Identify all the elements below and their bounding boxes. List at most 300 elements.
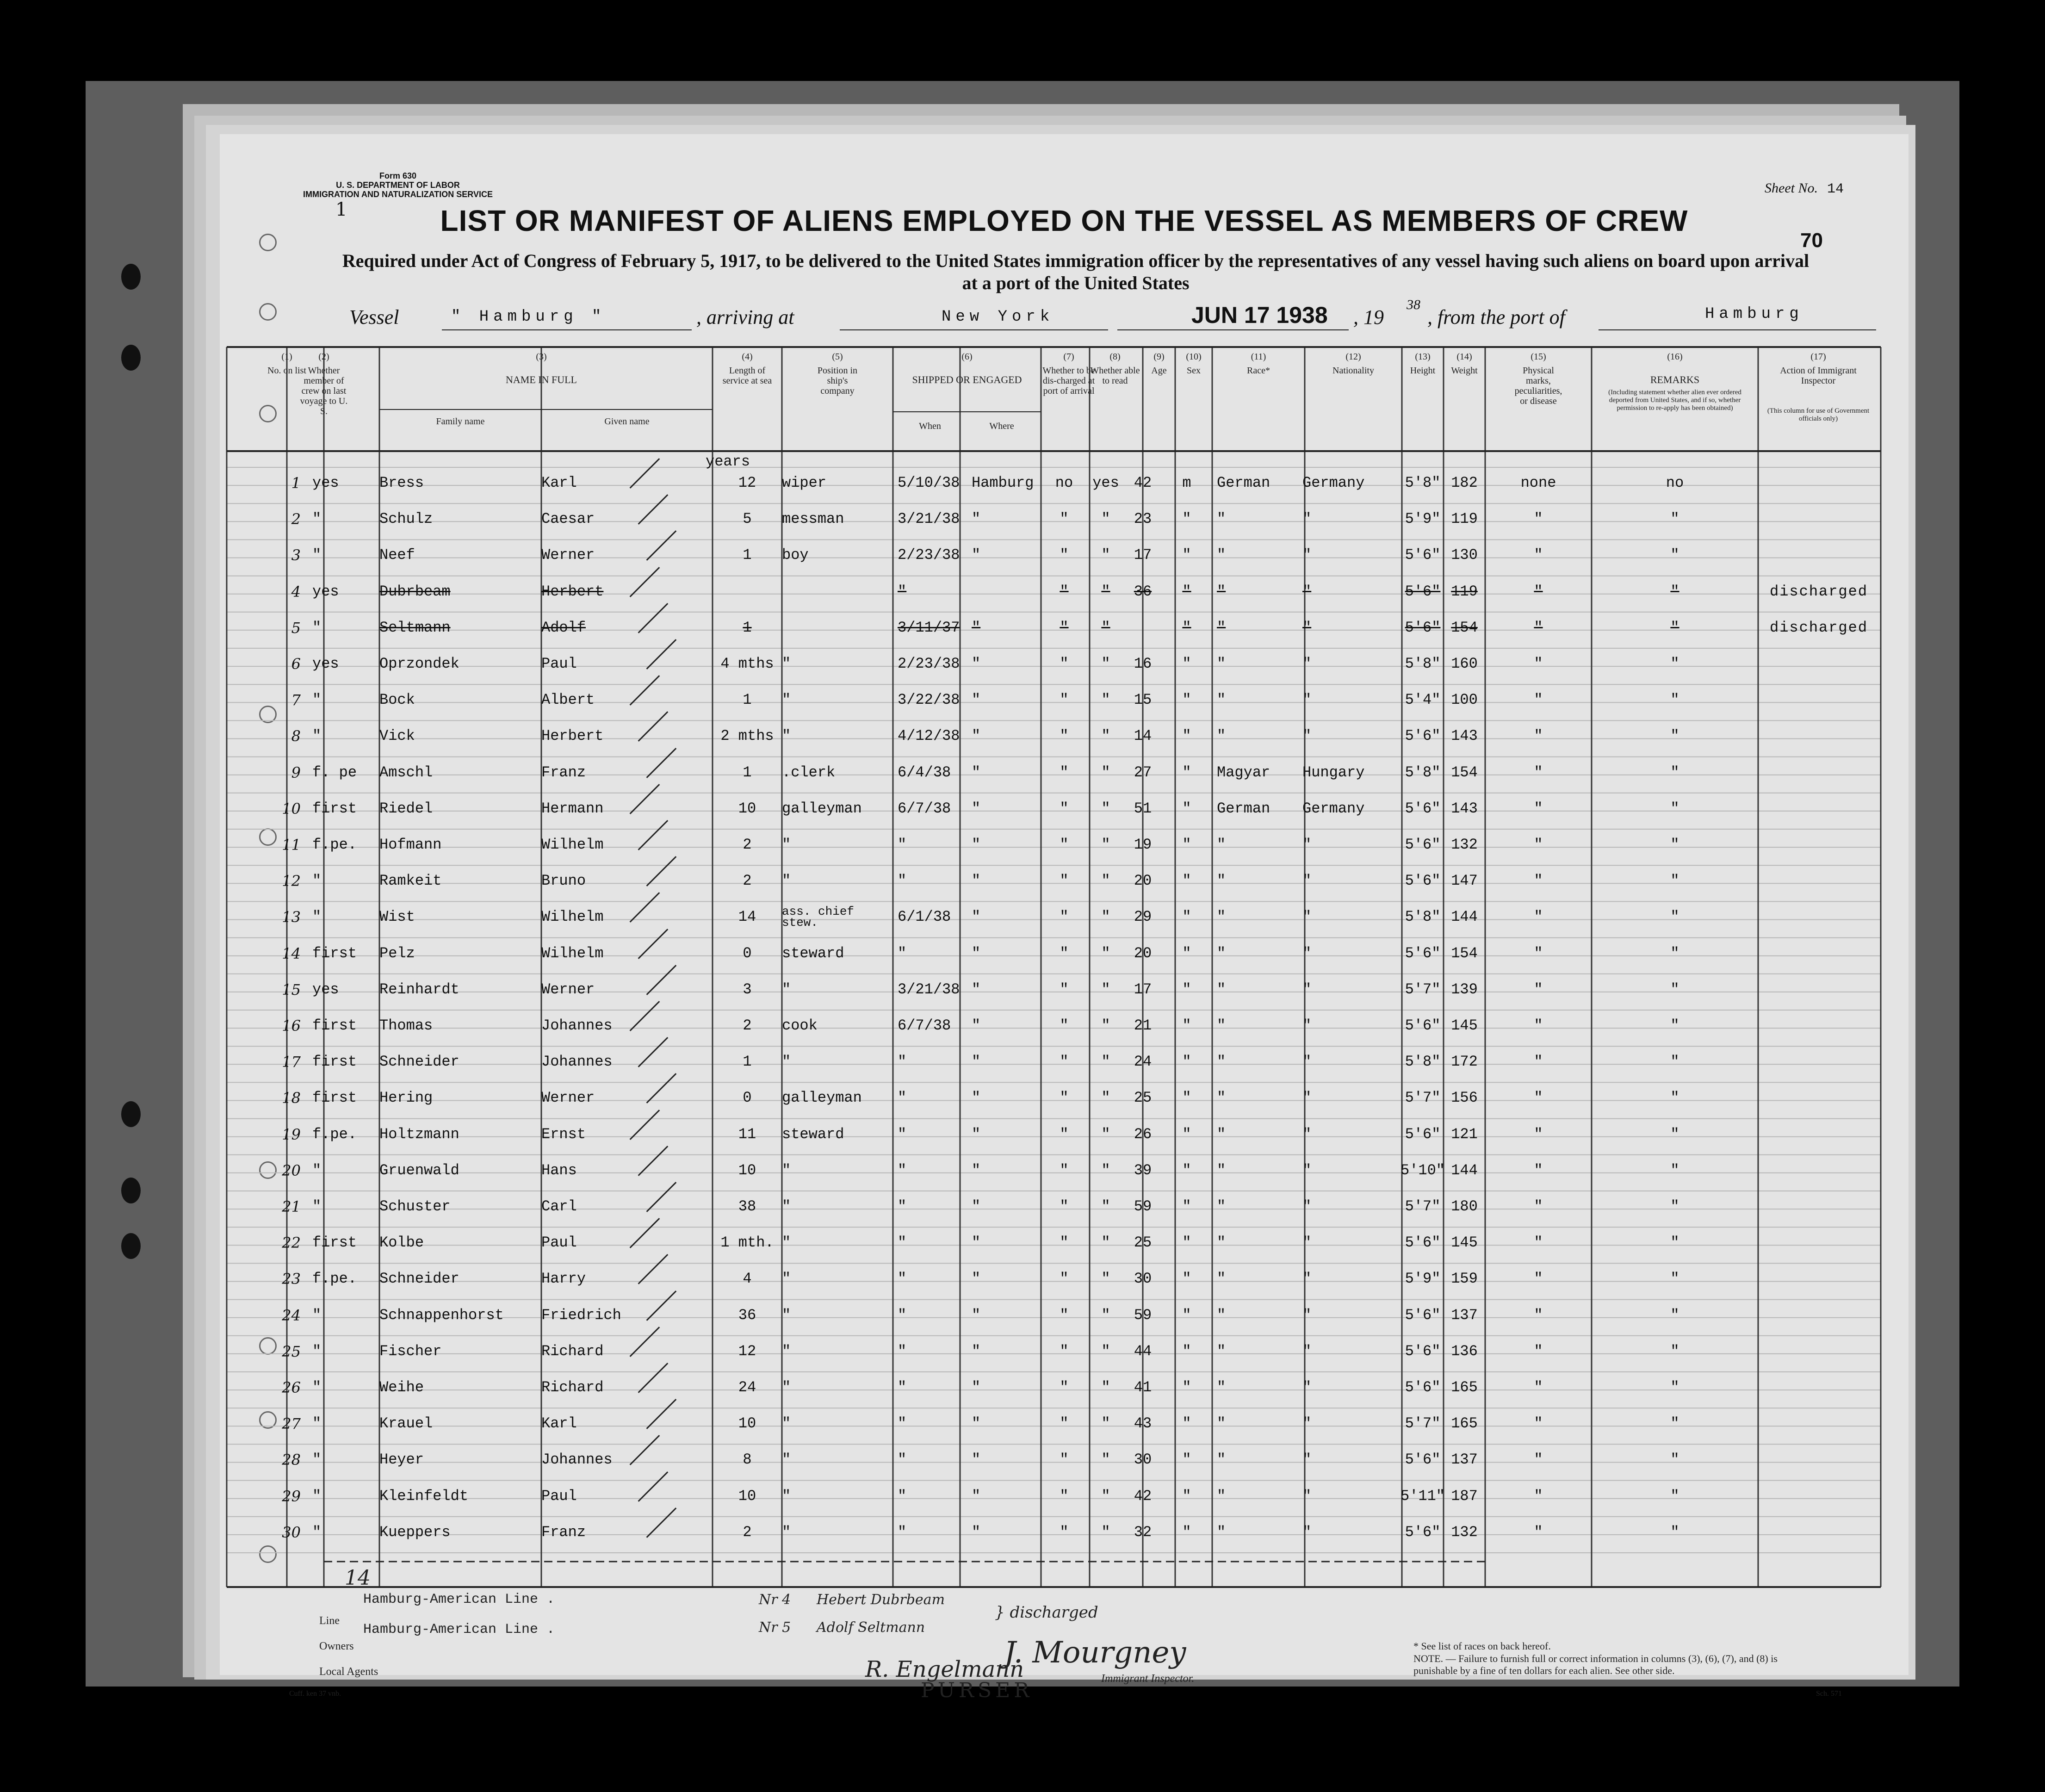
cell-when: 3/22/38 [898, 691, 960, 709]
cell-action: discharged [1770, 619, 1868, 636]
cell-where: " [972, 727, 981, 745]
cell-weight: 154 [1451, 944, 1478, 962]
cell-no: 21 [282, 1198, 301, 1215]
cell-prev: first [312, 1089, 357, 1107]
cell-remarks: " [1670, 1451, 1679, 1469]
cell-weight: 160 [1451, 655, 1478, 672]
cell-where: " [972, 836, 981, 853]
cell-race: " [1217, 1451, 1226, 1469]
cell-remarks: " [1670, 691, 1679, 709]
cell-discharged: " [1060, 546, 1069, 564]
cell-given: Werner [541, 1089, 595, 1107]
cell-prev: " [312, 872, 322, 890]
cell-sex: " [1182, 1089, 1191, 1107]
cell-when: " [898, 1306, 907, 1324]
year-prefix: , 19 [1353, 306, 1384, 329]
cell-read: " [1101, 1379, 1110, 1396]
cell-marks: " [1534, 1017, 1543, 1034]
cell-read: " [1101, 1161, 1110, 1179]
cell-marks: " [1534, 800, 1543, 817]
cell-family: Schneider [379, 1053, 459, 1071]
cell-position: " [782, 1415, 791, 1432]
cell-no: 29 [282, 1487, 301, 1505]
cell-when: " [898, 1234, 907, 1252]
cell-nationality: " [1302, 691, 1312, 709]
cell-remarks: " [1670, 1053, 1679, 1071]
cell-age: 44 [1134, 1342, 1152, 1360]
cell-when: 2/23/38 [898, 546, 960, 564]
purser-signature: R. Engelmann [865, 1656, 1024, 1682]
cell-prev: " [312, 1487, 322, 1505]
cell-weight: 119 [1451, 583, 1478, 600]
cell-position: " [782, 836, 791, 853]
cell-position: galleyman [782, 1089, 862, 1107]
cell-nationality: " [1302, 1306, 1312, 1324]
service-name: IMMIGRATION AND NATURALIZATION SERVICE [303, 190, 493, 199]
cell-where: " [972, 800, 981, 817]
cell-family: Bock [379, 691, 415, 709]
cell-position: " [782, 1523, 791, 1541]
cell-no: 16 [282, 1017, 301, 1035]
cell-family: Reinhardt [379, 980, 459, 998]
cell-given: Albert [541, 691, 595, 709]
cell-where: " [972, 1451, 981, 1469]
owners-value: Hamburg-American Line . [363, 1622, 555, 1637]
cell-service: 1 [743, 1053, 752, 1071]
cell-no: 27 [282, 1415, 301, 1433]
cell-sex: m [1182, 474, 1191, 491]
cell-height: 5'8" [1405, 655, 1441, 672]
cell-discharged: " [1060, 944, 1069, 962]
cell-position: " [782, 1161, 791, 1179]
cell-where: " [972, 1017, 981, 1034]
cell-nationality: Hungary [1302, 763, 1365, 781]
cell-when: 3/21/38 [898, 980, 960, 998]
cell-nationality: " [1302, 546, 1312, 564]
cell-read: " [1101, 1451, 1110, 1469]
cell-no: 9 [291, 763, 301, 781]
cell-no: 10 [282, 800, 301, 818]
cell-given: Johannes [541, 1451, 613, 1469]
cell-sex: " [1182, 1053, 1191, 1071]
cell-where: " [972, 691, 981, 709]
cell-read: " [1101, 1198, 1110, 1215]
cell-read: " [1101, 691, 1110, 709]
cell-race: " [1217, 944, 1226, 962]
cell-marks: " [1534, 510, 1543, 528]
cell-read: " [1101, 836, 1110, 853]
cell-discharged: " [1060, 655, 1069, 672]
family-name-header: Family name [436, 416, 485, 427]
cell-where: " [972, 872, 981, 890]
cell-position: steward [782, 944, 844, 962]
cell-when: " [898, 944, 907, 962]
cell-remarks: " [1670, 872, 1679, 890]
cell-prev: f.pe. [312, 1125, 357, 1143]
cell-given: Johannes [541, 1017, 613, 1034]
column-header: SHIPPED OR ENGAGED [912, 374, 1022, 385]
cell-prev: yes [312, 583, 339, 600]
cell-height: 5'6" [1405, 583, 1441, 600]
column-number: (4) [742, 352, 753, 362]
cell-given: Ernst [541, 1125, 586, 1143]
cell-race: " [1217, 1523, 1226, 1541]
cell-read: " [1101, 980, 1110, 998]
cell-no: 22 [282, 1234, 301, 1252]
cell-nationality: Germany [1302, 800, 1365, 817]
cell-weight: 154 [1451, 619, 1478, 636]
cell-read: " [1101, 1125, 1110, 1143]
cell-remarks: " [1670, 583, 1679, 600]
cell-sex: " [1182, 872, 1191, 890]
cell-read: " [1101, 727, 1110, 745]
cell-no: 28 [282, 1451, 301, 1469]
local-agents-label: Local Agents [319, 1666, 378, 1678]
cell-nationality: " [1302, 583, 1312, 600]
cell-sex: " [1182, 1270, 1191, 1288]
cell-given: Franz [541, 763, 586, 781]
cell-read: " [1101, 1415, 1110, 1432]
cell-service: 0 [743, 1089, 752, 1107]
cell-prev: " [312, 619, 322, 636]
cell-service: 1 [743, 546, 752, 564]
cell-nationality: " [1302, 1017, 1312, 1034]
cell-given: Wilhelm [541, 944, 604, 962]
cell-family: Holtzmann [379, 1125, 459, 1143]
cell-race: " [1217, 1161, 1226, 1179]
cell-sex: " [1182, 1306, 1191, 1324]
sheet-number-label: Sheet No. [1765, 180, 1818, 196]
cell-family: Thomas [379, 1017, 433, 1034]
column-number: (7) [1063, 352, 1074, 362]
arriving-label: , arriving at [696, 306, 794, 329]
cell-position: " [782, 727, 791, 745]
cell-read: " [1101, 944, 1110, 962]
when-header: When [919, 421, 941, 431]
cell-read: " [1101, 872, 1110, 890]
cell-remarks: " [1670, 908, 1679, 926]
column-number: (10) [1186, 352, 1202, 362]
cell-marks: none [1520, 474, 1556, 491]
cell-age: 16 [1134, 655, 1152, 672]
cell-remarks: " [1670, 1017, 1679, 1034]
cell-sex: " [1182, 1451, 1191, 1469]
cell-no: 8 [291, 727, 301, 745]
cell-discharged: " [1060, 1089, 1069, 1107]
cell-race: " [1217, 1415, 1226, 1432]
cell-height: 5'11" [1400, 1487, 1445, 1505]
cell-marks: " [1534, 980, 1543, 998]
cell-given: Carl [541, 1198, 577, 1215]
cell-weight: 182 [1451, 474, 1478, 491]
column-header: Weight [1451, 366, 1478, 376]
cell-no: 7 [291, 691, 301, 709]
cell-remarks: " [1670, 1234, 1679, 1252]
cell-service: 36 [738, 1306, 756, 1324]
cell-when: " [898, 1053, 907, 1071]
column-number: (2) [318, 352, 329, 362]
cell-weight: 187 [1451, 1487, 1478, 1505]
cell-where: " [972, 1161, 981, 1179]
cell-read: " [1101, 1523, 1110, 1541]
cell-where: " [972, 1415, 981, 1432]
column-header: Sex [1187, 366, 1201, 376]
cell-position: wiper [782, 474, 827, 491]
column-number: (15) [1531, 352, 1546, 362]
cell-no: 24 [282, 1306, 301, 1324]
cell-where: " [972, 510, 981, 528]
cell-age: 27 [1134, 763, 1152, 781]
cell-family: Schuster [379, 1198, 451, 1215]
cell-remarks: " [1670, 655, 1679, 672]
cell-where: " [972, 1379, 981, 1396]
cell-given: Harry [541, 1270, 586, 1288]
cell-given: Johannes [541, 1053, 613, 1071]
cell-no: 30 [282, 1523, 301, 1541]
cell-race: " [1217, 872, 1226, 890]
cell-read: " [1101, 1487, 1110, 1505]
cell-where: " [972, 1342, 981, 1360]
cell-when: " [898, 1198, 907, 1215]
cell-race: " [1217, 1342, 1226, 1360]
cell-discharged: " [1060, 1342, 1069, 1360]
cell-marks: " [1534, 1415, 1543, 1432]
cell-where: " [972, 763, 981, 781]
cell-height: 5'8" [1405, 763, 1441, 781]
cell-position: " [782, 1234, 791, 1252]
cell-weight: 156 [1451, 1089, 1478, 1107]
cell-family: Riedel [379, 800, 433, 817]
cell-service: 1 [743, 619, 752, 636]
cell-nationality: " [1302, 1270, 1312, 1288]
remarks-note: (Including statement whether alien ever ordered deported from United States, and if so, whether permission to re-apply has been obtained) [1608, 389, 1741, 412]
cell-race: " [1217, 1270, 1226, 1288]
cell-service: 38 [738, 1198, 756, 1215]
vessel-label: Vessel [349, 306, 399, 329]
purser-title: PURSER [921, 1679, 1033, 1702]
cell-service: 1 [743, 763, 752, 781]
cell-no: 12 [282, 872, 301, 890]
cell-marks: " [1534, 546, 1543, 564]
cell-height: 5'6" [1405, 1379, 1441, 1396]
cell-given: Franz [541, 1523, 586, 1541]
cell-read: " [1101, 1234, 1110, 1252]
cell-prev: " [312, 1523, 322, 1541]
cell-marks: " [1534, 655, 1543, 672]
cell-when: " [898, 583, 907, 600]
cell-sex: " [1182, 836, 1191, 853]
note-discharged: } discharged [995, 1603, 1098, 1622]
cell-discharged: " [1060, 1415, 1069, 1432]
column-header: Length of service at sea [722, 366, 772, 386]
cell-read: yes [1092, 474, 1119, 491]
cell-nationality: " [1302, 655, 1312, 672]
cell-when: 6/4/38 [898, 763, 951, 781]
cell-read: " [1101, 546, 1110, 564]
cell-weight: 137 [1451, 1451, 1478, 1469]
cell-nationality: " [1302, 727, 1312, 745]
cell-sex: " [1182, 583, 1191, 600]
column-number: (12) [1345, 352, 1361, 362]
cell-age: 20 [1134, 872, 1152, 890]
cell-prev: yes [312, 655, 339, 672]
column-header: Age [1151, 366, 1167, 376]
cell-given: Friedrich [541, 1306, 621, 1324]
cell-no: 3 [291, 546, 301, 564]
cell-nationality: " [1302, 619, 1312, 636]
cell-prev: " [312, 908, 322, 926]
column-header: Race* [1247, 366, 1270, 376]
cell-marks: " [1534, 1487, 1543, 1505]
column-header: Whether able to read [1090, 366, 1140, 386]
cell-no: 6 [291, 655, 301, 673]
cell-remarks: " [1670, 1161, 1679, 1179]
cell-when: 4/12/38 [898, 727, 960, 745]
cell-sex: " [1182, 980, 1191, 998]
cell-given: Richard [541, 1342, 604, 1360]
cell-where: " [972, 1053, 981, 1071]
line-value: Hamburg-American Line . [363, 1592, 555, 1607]
cell-weight: 159 [1451, 1270, 1478, 1288]
cell-height: 5'8" [1405, 474, 1441, 491]
column-number: (1) [281, 352, 292, 362]
cell-sex: " [1182, 1198, 1191, 1215]
cell-read: " [1101, 655, 1110, 672]
cell-age: 30 [1134, 1451, 1152, 1469]
cell-service: 2 [743, 1017, 752, 1034]
cell-family: Heyer [379, 1451, 424, 1469]
cell-where: " [972, 908, 981, 926]
cell-when: 6/7/38 [898, 1017, 951, 1034]
cell-service: 5 [743, 510, 752, 528]
cell-discharged: " [1060, 727, 1069, 745]
cell-nationality: " [1302, 908, 1312, 926]
cell-prev: " [312, 1342, 322, 1360]
cell-sex: " [1182, 1487, 1191, 1505]
cell-age: 42 [1134, 1487, 1152, 1505]
department-name: U. S. DEPARTMENT OF LABOR [336, 180, 460, 190]
cell-given: Bruno [541, 872, 586, 890]
cell-nationality: " [1302, 1161, 1312, 1179]
cell-height: 5'6" [1405, 1451, 1441, 1469]
column-number: (16) [1667, 352, 1683, 362]
cell-remarks: " [1670, 1125, 1679, 1143]
cell-height: 5'6" [1405, 800, 1441, 817]
cell-family: Schnappenhorst [379, 1306, 504, 1324]
cell-sex: " [1182, 691, 1191, 709]
cell-age: 19 [1134, 836, 1152, 853]
cell-marks: " [1534, 619, 1543, 636]
cell-nationality: " [1302, 1198, 1312, 1215]
cell-discharged: " [1060, 1125, 1069, 1143]
cell-race: " [1217, 1017, 1226, 1034]
subtitle-line: Required under Act of Congress of February 5, 1917, to be delivered to the United States immigration officer by the representatives of any vessel having such aliens on board upon arrival [342, 250, 1810, 271]
column-header: No. on list [267, 366, 306, 376]
cell-remarks: " [1670, 1306, 1679, 1324]
cell-sex: " [1182, 800, 1191, 817]
cell-nationality: " [1302, 1089, 1312, 1107]
cell-sex: " [1182, 1415, 1191, 1432]
cell-discharged: " [1060, 1487, 1069, 1505]
cell-given: Paul [541, 1234, 577, 1252]
column-header: Action of Immigrant Inspector [1780, 366, 1857, 386]
cell-race: " [1217, 980, 1226, 998]
cell-race: " [1217, 1125, 1226, 1143]
cell-family: Wist [379, 908, 415, 926]
cell-marks: " [1534, 836, 1543, 853]
cell-weight: 165 [1451, 1379, 1478, 1396]
cell-service: 8 [743, 1451, 752, 1469]
cell-sex: " [1182, 1161, 1191, 1179]
cell-age: 17 [1134, 980, 1152, 998]
cell-position: steward [782, 1125, 844, 1143]
cell-service: 4 [743, 1270, 752, 1288]
cell-weight: 130 [1451, 546, 1478, 564]
cell-height: 5'7" [1405, 1198, 1441, 1215]
cell-height: 5'6" [1405, 619, 1441, 636]
cell-prev: " [312, 1198, 322, 1215]
column-header: REMARKS [1650, 374, 1700, 385]
cell-age: 30 [1134, 1270, 1152, 1288]
cell-where: Hamburg [972, 474, 1034, 491]
cell-race: " [1217, 583, 1226, 600]
cell-marks: " [1534, 583, 1543, 600]
cell-when: " [898, 1342, 907, 1360]
cell-race: " [1217, 1053, 1226, 1071]
cell-weight: 145 [1451, 1234, 1478, 1252]
cell-when: 5/10/38 [898, 474, 960, 491]
cell-discharged: " [1060, 800, 1069, 817]
cell-given: Werner [541, 980, 595, 998]
cell-position: " [782, 980, 791, 998]
cell-where: " [972, 944, 981, 962]
cell-no: 2 [291, 510, 301, 528]
cell-where: " [972, 1234, 981, 1252]
cell-sex: " [1182, 1342, 1191, 1360]
cell-height: 5'6" [1405, 1342, 1441, 1360]
form-number: Form 630 [379, 171, 417, 180]
cell-where: " [972, 1125, 981, 1143]
cell-given: Hermann [541, 800, 604, 817]
vessel-name: " Hamburg " [451, 308, 606, 326]
cell-weight: 165 [1451, 1415, 1478, 1432]
cell-family: Kolbe [379, 1234, 424, 1252]
cell-prev: first [312, 1017, 357, 1034]
cell-prev: f.pe. [312, 836, 357, 853]
cell-race: " [1217, 691, 1226, 709]
cell-weight: 147 [1451, 872, 1478, 890]
column-number: (8) [1109, 352, 1121, 362]
cell-given: Herbert [541, 583, 604, 600]
cell-nationality: " [1302, 1379, 1312, 1396]
cell-given: Paul [541, 1487, 577, 1505]
cell-family: Amschl [379, 763, 433, 781]
cell-weight: 137 [1451, 1306, 1478, 1324]
departure-port: Hamburg [1705, 305, 1803, 323]
cell-discharged: " [1060, 1198, 1069, 1215]
cell-position: " [782, 691, 791, 709]
cell-remarks: " [1670, 619, 1679, 636]
cell-sex: " [1182, 908, 1191, 926]
cell-height: 5'6" [1405, 872, 1441, 890]
arrival-port: New York [942, 308, 1054, 326]
cell-where: " [972, 1089, 981, 1107]
cell-service: 1 [743, 691, 752, 709]
inspector-signature: J. Mourgney [1004, 1636, 1186, 1670]
cell-nationality: " [1302, 1523, 1312, 1541]
cell-family: Neef [379, 546, 415, 564]
cell-weight: 143 [1451, 800, 1478, 817]
